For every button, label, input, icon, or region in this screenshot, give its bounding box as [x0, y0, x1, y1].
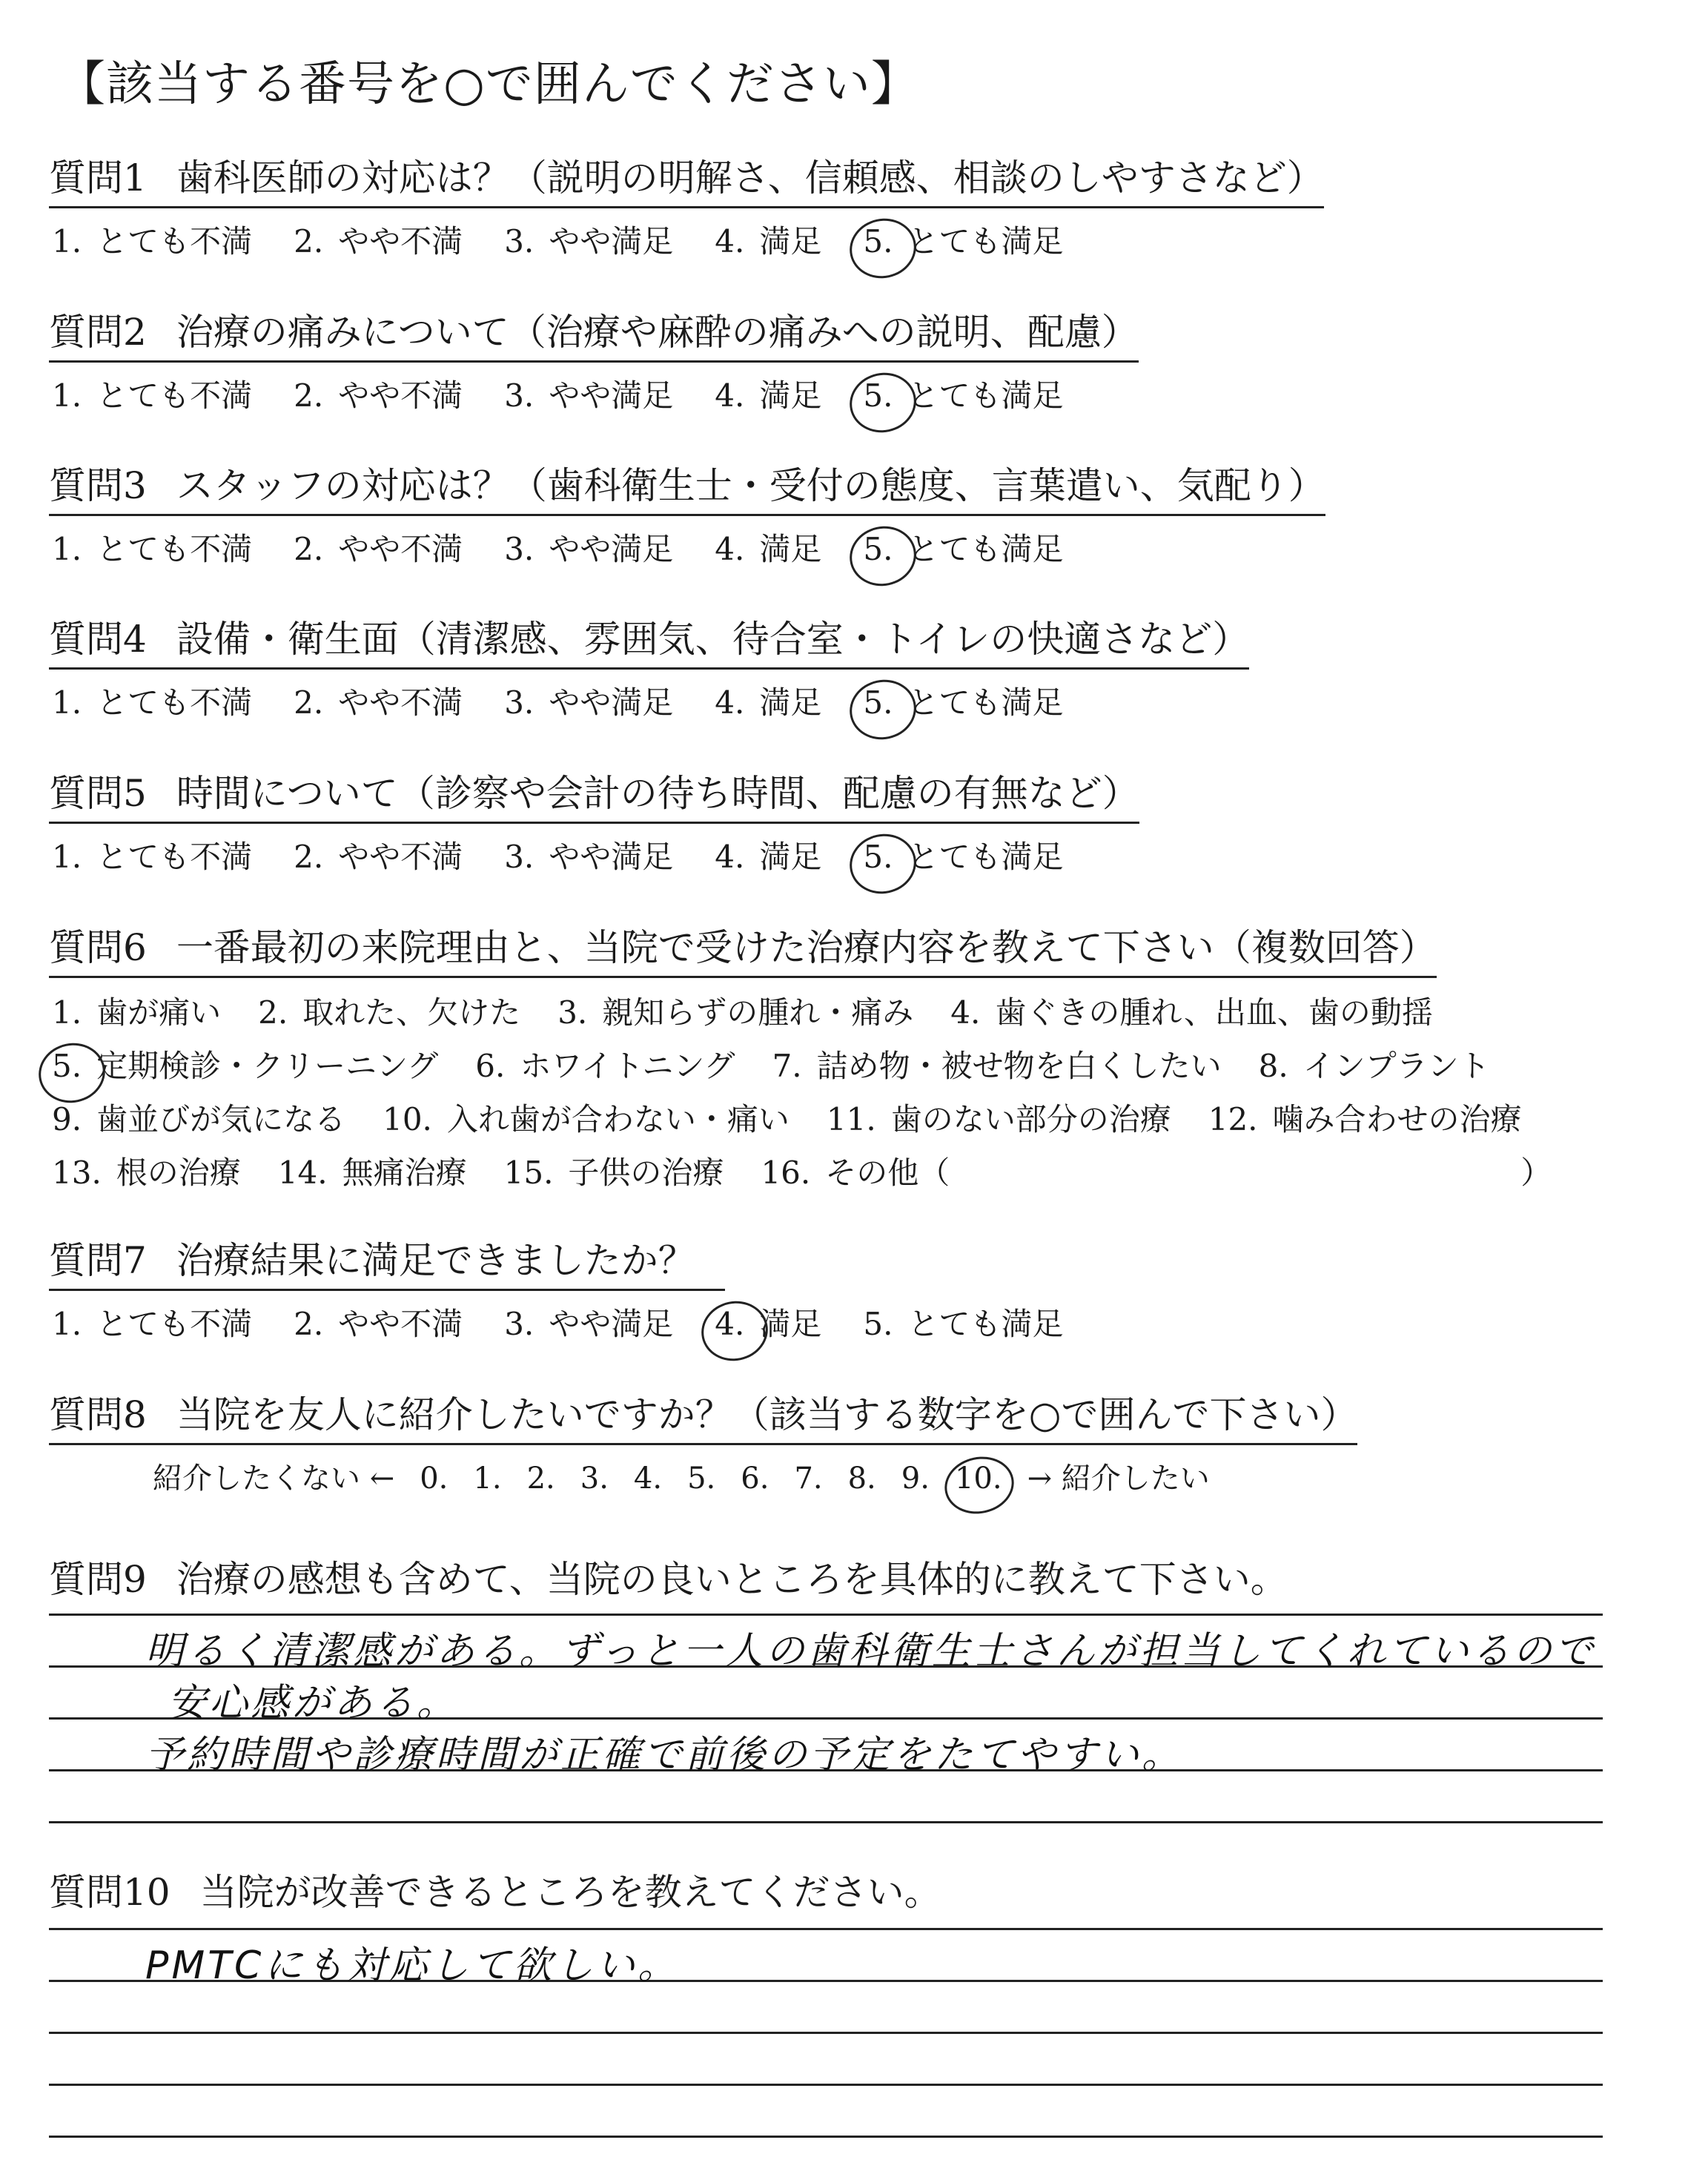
question-2: [49, 303, 1139, 416]
option-label: 歯並びが気になる: [96, 1101, 346, 1137]
option-number: 1.: [52, 531, 82, 567]
question-title: [49, 1385, 1357, 1445]
option-label: やや不満: [338, 684, 463, 721]
option-2[interactable]: [294, 678, 463, 723]
question-text: 当院を友人に紹介したいですか？（該当する数字を○で囲んで下さい）: [176, 1393, 1358, 1436]
option-14[interactable]: [278, 1149, 467, 1193]
question-label: 質問6: [49, 926, 147, 969]
option-label: インプラント: [1302, 1048, 1490, 1084]
option-label: 歯ぐきの腫れ、出血、歯の動揺: [995, 994, 1433, 1031]
option-4[interactable]: [715, 1300, 821, 1344]
question-title: [49, 764, 1139, 824]
option-number: 7.: [772, 1048, 802, 1084]
option-number: 2.: [294, 223, 324, 260]
option-number: 4.: [715, 1306, 745, 1342]
option-2[interactable]: [258, 988, 520, 1033]
option-label: とても満足: [907, 684, 1064, 721]
option-number: 4.: [715, 377, 745, 414]
option-number: 4.: [715, 531, 745, 567]
rule-line: [49, 2032, 1603, 2034]
option-label: やや不満: [338, 531, 463, 567]
option-number: 2.: [294, 531, 324, 567]
scale-number-1[interactable]: 1.: [473, 1462, 502, 1496]
option-1[interactable]: [52, 988, 221, 1033]
option-3[interactable]: [504, 217, 673, 262]
option-label: やや満足: [549, 531, 674, 567]
option-label: 歯のない部分の治療: [890, 1101, 1171, 1137]
answer-options: [49, 371, 1139, 416]
option-label: 親知らずの腫れ・痛み: [602, 994, 914, 1031]
option-2[interactable]: [294, 833, 463, 877]
option-1[interactable]: [52, 833, 252, 877]
option-label: とても不満: [96, 223, 253, 260]
option-label: 歯が痛い: [96, 994, 222, 1031]
question-label: 質問4: [49, 618, 147, 661]
option-label: 無痛治療: [342, 1155, 467, 1191]
option-number: 4.: [950, 994, 981, 1031]
question-title: [49, 456, 1325, 516]
option-3[interactable]: [504, 525, 673, 569]
question-text: 治療の感想も含めて、当院の良いところを具体的に教えて下さい。: [176, 1558, 1288, 1601]
scale-number-0[interactable]: 0.: [420, 1462, 448, 1496]
question-label: 質問9: [49, 1558, 147, 1601]
option-label: 子供の治療: [568, 1155, 724, 1191]
question-label: 質問1: [49, 156, 147, 199]
option-number: 9.: [52, 1101, 82, 1137]
option-label: 満足: [759, 684, 822, 721]
option-label: 満足: [759, 377, 822, 414]
option-row: [49, 1042, 1559, 1085]
option-number: 6.: [475, 1048, 506, 1084]
option-label: とても不満: [96, 1306, 253, 1342]
question-title: [49, 610, 1249, 670]
recommend-scale: [153, 1455, 1235, 1497]
option-6[interactable]: [475, 1042, 735, 1086]
option-number: 1.: [52, 1306, 82, 1342]
option-number: 5.: [863, 531, 893, 567]
scale-number-9[interactable]: 9.: [901, 1462, 930, 1496]
option-number: 3.: [504, 1306, 534, 1342]
question-text: 設備・衛生面（清潔感、雰囲気、待合室・トイレの快適さなど）: [176, 618, 1250, 661]
option-2[interactable]: [294, 371, 463, 416]
option-label: やや不満: [338, 377, 463, 414]
option-label: 入れ歯が合わない・痛い: [446, 1101, 790, 1137]
option-number: 16.: [761, 1155, 811, 1191]
question-text: 一番最初の来院理由と、当院で受けた治療内容を教えて下さい（複数回答）: [176, 926, 1437, 969]
option-5[interactable]: [863, 525, 1063, 569]
option-number: 1.: [52, 839, 82, 875]
rule-line: [49, 2136, 1603, 2138]
option-number: 14.: [277, 1155, 328, 1191]
answer-options: [49, 217, 1324, 262]
option-number: 1.: [52, 223, 82, 260]
option-5[interactable]: [863, 1300, 1063, 1344]
option-5[interactable]: [863, 217, 1063, 262]
option-label: やや不満: [338, 1306, 463, 1342]
option-number: 11.: [826, 1101, 876, 1137]
option-9[interactable]: [52, 1095, 345, 1140]
option-12[interactable]: [1208, 1095, 1522, 1140]
option-4[interactable]: [715, 371, 821, 416]
option-number: 5.: [863, 1306, 893, 1342]
option-label: やや不満: [338, 839, 463, 875]
option-number: 2.: [294, 377, 324, 414]
option-3[interactable]: [557, 988, 913, 1033]
question-text: 治療結果に満足できましたか？: [176, 1239, 695, 1282]
question-title: [49, 1550, 1288, 1608]
option-number: 4.: [715, 223, 745, 260]
option-row: [49, 988, 1559, 1031]
option-label: 定期検診・クリーニング: [96, 1048, 439, 1084]
option-label: 満足: [759, 531, 822, 567]
option-number: 3.: [504, 377, 534, 414]
option-number: 10.: [383, 1101, 432, 1137]
option-16[interactable]: [761, 1149, 950, 1193]
option-11[interactable]: [827, 1095, 1171, 1140]
option-label: とても不満: [96, 839, 253, 875]
scale-number-4[interactable]: 4.: [633, 1462, 663, 1496]
answer-options: [49, 1300, 1105, 1344]
handwritten-answer-line: 安心感がある。: [168, 1681, 459, 1725]
option-number: 12.: [1208, 1101, 1258, 1137]
handwritten-answer-line: PMTCにも対応して欲しい。: [145, 1943, 680, 1988]
option-label: とても不満: [96, 684, 253, 721]
answer-options: [49, 833, 1139, 877]
question-5: [49, 764, 1139, 877]
option-4[interactable]: [715, 678, 821, 723]
question-label: 質問3: [49, 464, 147, 507]
option-1[interactable]: [52, 678, 252, 723]
option-number: 1.: [52, 994, 82, 1031]
option-label: 根の治療: [116, 1155, 241, 1191]
option-label: とても満足: [907, 223, 1064, 260]
question-9: [49, 1550, 1288, 1608]
other-close-paren: ）: [1520, 1155, 1552, 1191]
option-1[interactable]: [52, 371, 252, 416]
option-5[interactable]: [863, 371, 1063, 416]
option-label: その他（: [825, 1155, 950, 1191]
option-label: 満足: [759, 839, 822, 875]
option-number: 3.: [504, 684, 534, 721]
option-row: [49, 1149, 1559, 1192]
option-number: 4.: [715, 684, 745, 721]
option-number: 3.: [504, 531, 534, 567]
option-8[interactable]: [1259, 1042, 1490, 1086]
question-4: [49, 610, 1249, 723]
option-3[interactable]: [504, 1300, 673, 1344]
option-label: やや満足: [549, 223, 674, 260]
question-label: 質問7: [49, 1239, 147, 1282]
question-title: [49, 1231, 725, 1291]
option-13[interactable]: [52, 1149, 241, 1193]
scale-number-6[interactable]: 6.: [741, 1462, 769, 1496]
option-number: 4.: [715, 839, 745, 875]
option-7[interactable]: [772, 1042, 1222, 1086]
scale-left-label: 紹介したくない ←: [153, 1462, 395, 1496]
question-label: 質問10: [49, 1871, 171, 1914]
option-number: 15.: [503, 1155, 554, 1191]
option-1[interactable]: [52, 217, 252, 262]
option-2[interactable]: [294, 217, 463, 262]
option-number: 1.: [52, 684, 82, 721]
option-number: 8.: [1258, 1048, 1288, 1084]
question-label: 質問8: [49, 1393, 147, 1436]
option-label: 満足: [759, 223, 822, 260]
rule-line: [49, 1928, 1603, 1930]
option-number: 5.: [863, 223, 893, 260]
option-1[interactable]: [52, 1300, 252, 1344]
option-label: ホワイトニング: [520, 1048, 735, 1084]
option-4[interactable]: [715, 833, 821, 877]
scale-number-10[interactable]: 10.: [954, 1462, 1002, 1496]
question-text: 治療の痛みについて（治療や麻酔の痛みへの説明、配慮）: [176, 311, 1139, 354]
option-1[interactable]: [52, 525, 252, 569]
option-4[interactable]: [715, 525, 821, 569]
option-number: 2.: [294, 684, 324, 721]
option-label: とても不満: [96, 377, 253, 414]
option-10[interactable]: [383, 1095, 790, 1140]
question-text: スタッフの対応は？（歯科衛生士・受付の態度、言葉遣い、気配り）: [176, 464, 1325, 507]
option-label: 満足: [759, 1306, 822, 1342]
question-6: [49, 918, 1559, 1192]
option-3[interactable]: [504, 833, 673, 877]
question-title: [49, 918, 1437, 978]
question-3: [49, 456, 1325, 569]
rule-line: [49, 1821, 1603, 1823]
option-2[interactable]: [294, 525, 463, 569]
option-label: とても満足: [907, 531, 1064, 567]
option-row: [49, 1095, 1559, 1138]
option-number: 2.: [258, 994, 288, 1031]
question-1: [49, 148, 1324, 262]
option-4[interactable]: [950, 988, 1433, 1033]
answer-options: [49, 525, 1325, 569]
option-label: やや不満: [338, 223, 463, 260]
question-10: [49, 1863, 941, 1920]
option-5[interactable]: [52, 1042, 438, 1086]
scale-number-2[interactable]: 2.: [526, 1462, 555, 1496]
option-label: とても満足: [907, 839, 1064, 875]
option-label: やや満足: [549, 684, 674, 721]
question-8: [49, 1385, 1357, 1445]
question-text: 歯科医師の対応は？（説明の明解さ、信頼感、相談のしやすさなど）: [176, 156, 1324, 199]
question-text: 時間について（診察や会計の待ち時間、配慮の有無など）: [176, 772, 1139, 815]
option-15[interactable]: [504, 1149, 724, 1193]
scale-number-5[interactable]: 5.: [687, 1462, 716, 1496]
question-title: [49, 148, 1324, 208]
option-2[interactable]: [294, 1300, 463, 1344]
scale-number-7[interactable]: 7.: [794, 1462, 823, 1496]
handwritten-answer-line: 明るく清潔感がある。ずっと一人の歯科衛生士さんが担当してくれているので: [145, 1629, 1596, 1674]
rule-line: [49, 2084, 1603, 2086]
option-number: 3.: [504, 223, 534, 260]
question-title: [49, 303, 1139, 363]
option-number: 3.: [557, 994, 588, 1031]
option-number: 5.: [863, 839, 893, 875]
option-label: とても不満: [96, 531, 253, 567]
option-label: やや満足: [549, 377, 674, 414]
option-5[interactable]: [863, 678, 1063, 723]
option-label: 噛み合わせの治療: [1272, 1101, 1522, 1137]
option-number: 3.: [504, 839, 534, 875]
question-title: [49, 1863, 941, 1920]
option-3[interactable]: [504, 371, 673, 416]
option-number: 5.: [863, 377, 893, 414]
handwritten-answer-line: 予約時間や診療時間が正確で前後の予定をたてやすい。: [145, 1733, 1184, 1777]
option-4[interactable]: [715, 217, 821, 262]
option-label: やや満足: [549, 1306, 674, 1342]
option-number: 1.: [52, 377, 82, 414]
option-label: やや満足: [549, 839, 674, 875]
option-label: とても満足: [907, 377, 1064, 414]
scale-right-label: → 紹介したい: [1027, 1462, 1210, 1496]
option-number: 5.: [863, 684, 893, 721]
option-3[interactable]: [504, 678, 673, 723]
option-number: 2.: [294, 1306, 324, 1342]
question-text: 当院が改善できるところを教えてください。: [199, 1871, 941, 1914]
question-label: 質問2: [49, 311, 147, 354]
page-title: 【該当する番号を○で囲んでください】: [58, 57, 919, 112]
option-number: 13.: [52, 1155, 102, 1191]
option-number: 2.: [294, 839, 324, 875]
scale-number-3[interactable]: 3.: [580, 1462, 609, 1496]
answer-options: [49, 678, 1249, 723]
option-5[interactable]: [863, 833, 1063, 877]
question-7: [49, 1231, 1105, 1344]
scale-number-8[interactable]: 8.: [847, 1462, 876, 1496]
option-number: 5.: [52, 1048, 82, 1084]
option-label: とても満足: [907, 1306, 1064, 1342]
question-label: 質問5: [49, 772, 147, 815]
option-label: 取れた、欠けた: [302, 994, 521, 1031]
rule-line: [49, 1614, 1603, 1616]
option-label: 詰め物・被せ物を白くしたい: [816, 1048, 1222, 1084]
